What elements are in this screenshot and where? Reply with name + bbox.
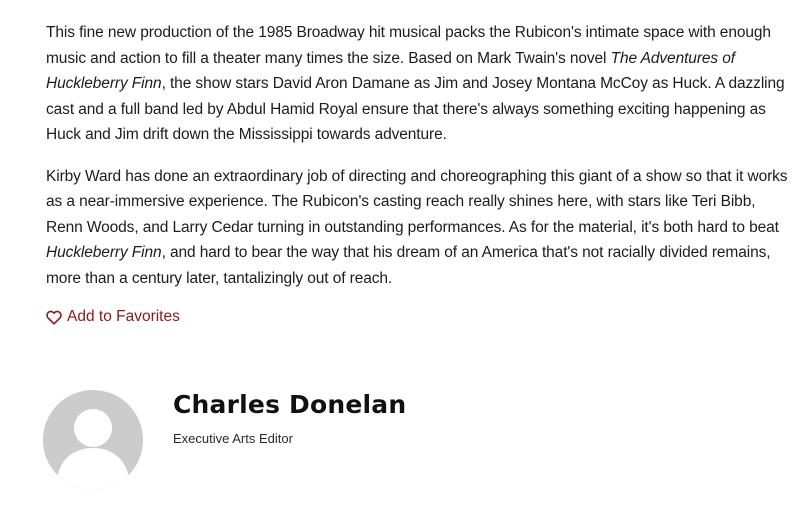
avatar xyxy=(43,390,143,490)
book-title: The Adventures of Huckleberry Finn xyxy=(46,49,735,92)
add-to-favorites-link[interactable] xyxy=(46,308,180,326)
article-paragraph-1 xyxy=(46,20,796,148)
article-paragraph-2 xyxy=(46,164,796,292)
author-title: Executive Arts Editor xyxy=(173,431,293,446)
heart-outline-icon xyxy=(46,310,62,325)
author-box xyxy=(43,390,743,490)
paragraph-text: Kirby Ward has done an extraordinary job of directing and choreographing this giant of a show so that it works as a near-immersive experience. The Rubicon's casting reach really shines here, with stars like Teri Bibb, Renn Woods, and Larry Cedar turning in outstanding performances. As for the material, it's both hard to beat xyxy=(46,167,788,236)
paragraph-text: , the show stars David Aron Damane as Jim and Josey Montana McCoy as Huck. A dazzling cast and a full band led by Abdul Hamid Royal ensure that there's always something exciting happening as Huck and Jim drift down the Mississippi towards adventure. xyxy=(46,75,785,143)
add-to-favorites-label: Add to Favorites xyxy=(67,308,180,325)
default-user-avatar-icon xyxy=(43,390,143,490)
paragraph-text: This fine new production of the 1985 Broadway hit musical packs the Rubicon's intimate space with enough music and action to fill a theater many times the size. Based on Mark Twain's novel xyxy=(46,24,771,67)
article-body xyxy=(46,20,796,307)
book-title: Huckleberry Finn xyxy=(46,244,162,261)
author-name[interactable]: Charles Donelan xyxy=(173,390,407,419)
paragraph-text: , and hard to bear the way that his dream of an America that's not racially divided remains, more than a century later, tantalizingly out of reach. xyxy=(46,244,771,287)
